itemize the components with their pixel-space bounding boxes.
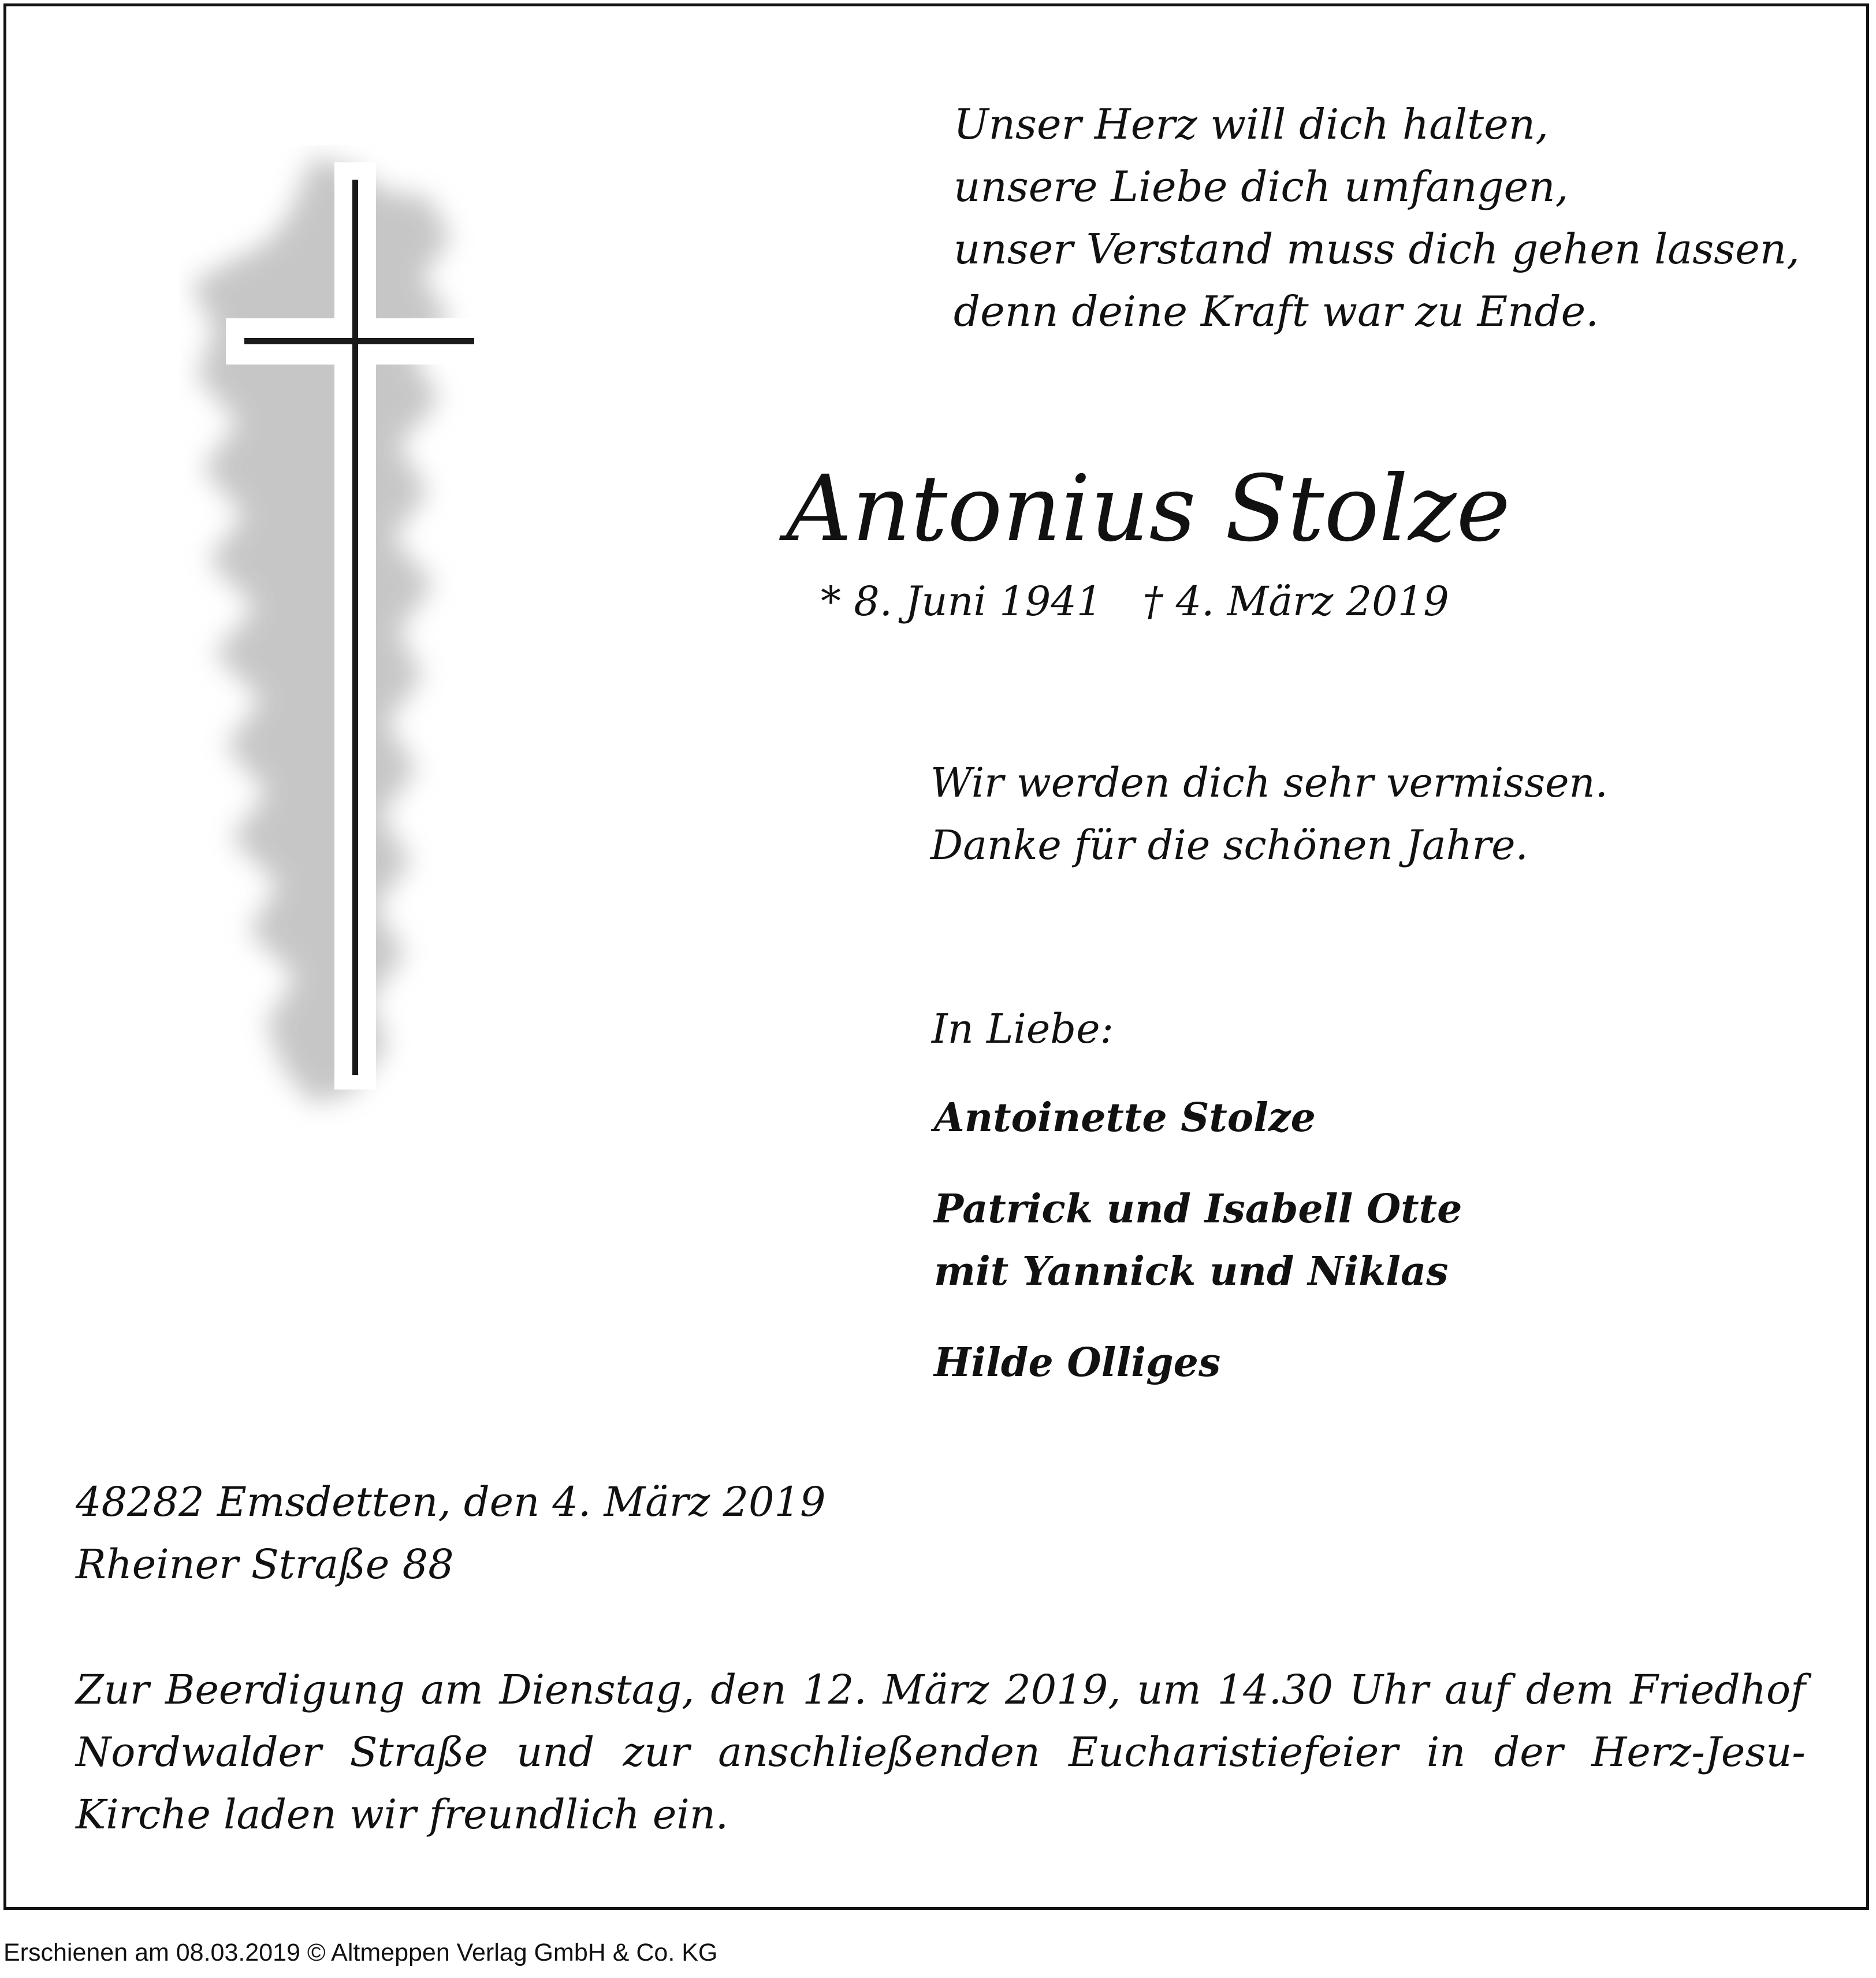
life-dates (821, 572, 1449, 630)
thanks-line: Danke für die schönen Jahre. (930, 821, 1528, 869)
funeral-line: Zur Beerdigung am Dienstag, den 12. März 2019, um 14.30 Uhr auf dem Friedhof (76, 1666, 1806, 1713)
poem-line: unser Verstand muss dich gehen lassen, (954, 225, 1800, 273)
obituary-frame (3, 3, 1869, 1910)
mourner-group (934, 1332, 1462, 1394)
mourner-group (934, 1178, 1462, 1303)
address-line: Rheiner Straße 88 (76, 1541, 454, 1588)
thanks-text (930, 752, 1608, 876)
publication-footer: Erschienen am 08.03.2019 © Altmeppen Verlag GmbH & Co. KG (3, 1939, 718, 1966)
funeral-notice (76, 1659, 1806, 1846)
mourner-name: Antoinette Stolze (934, 1095, 1316, 1141)
funeral-line: Nordwalder Straße und zur anschließenden Eucharistiefeier in der Herz-Jesu- (76, 1728, 1806, 1776)
mourner-name: Hilde Olliges (934, 1340, 1221, 1386)
mourner-name: mit Yannick und Niklas (934, 1248, 1449, 1295)
mourners-label: In Liebe: (932, 1005, 1114, 1053)
place-date-line: 48282 Emsdetten, den 4. März 2019 (76, 1478, 826, 1526)
death-date: † 4. März 2019 (1142, 578, 1449, 625)
mourner-group (934, 1087, 1462, 1149)
poem-line: denn deine Kraft war zu Ende. (954, 287, 1599, 336)
funeral-line: Kirche laden wir freundlich ein. (76, 1791, 729, 1838)
thanks-line: Wir werden dich sehr vermissen. (930, 759, 1608, 806)
poem-line: Unser Herz will dich halten, (954, 100, 1549, 148)
cross-icon (180, 145, 549, 1127)
mourners-list (934, 1087, 1462, 1423)
mourner-name: Patrick und Isabell Otte (934, 1186, 1462, 1232)
place-and-address (76, 1471, 826, 1596)
poem-line: unsere Liebe dich umfangen, (954, 162, 1569, 211)
deceased-name: Antonius Stolze (786, 456, 1510, 562)
poem (954, 93, 1800, 343)
birth-date: * 8. Juni 1941 (821, 578, 1103, 625)
